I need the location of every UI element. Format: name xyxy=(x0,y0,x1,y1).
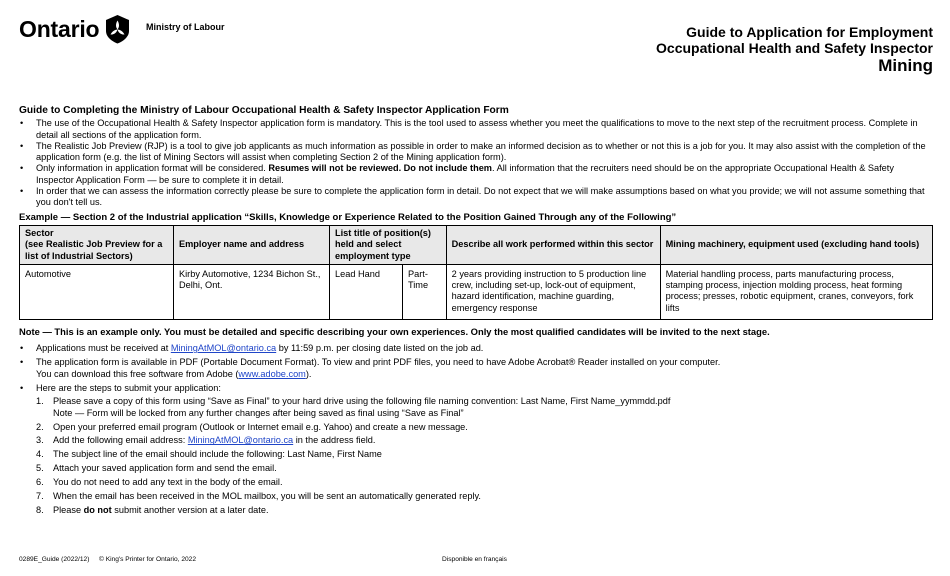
step-2: 2. Open your preferred email program (Outlook or Internet email e.g. Yahoo) and create a new message. xyxy=(36,421,468,432)
step-6: 6. You do not need to add any text in the body of the email. xyxy=(36,477,283,488)
submission-bullets xyxy=(19,343,933,516)
cell-position-title: Lead Hand xyxy=(330,264,403,319)
steps-list xyxy=(36,396,933,516)
bullet-steps: • Here are the steps to submit your application: 1. Please save a copy of this form using “Save as Final” to your hard drive using the following file naming convention: Last Name, First Name_yymmdd.pdf Note — Form will be locked from any further changes after being saved as final using “Save as Final” 2. Open your preferred email program (Outlook or Internet email e.g. Yahoo) and create a new message. 3. Add the following email address: MiningAtMOL@ontario.ca in the address field. 4. The subject line of the email should include the following: Last Name, First Name 5. Attach your saved application form and send the email. 6. You do not need to add any text in the body of the email. 7. When the email has been received in the MOL mailbox, you will be sent an automatically generated reply. 8. Please do not submit another version at a later date. xyxy=(19,383,933,516)
step-1: 1. Please save a copy of this form using “Save as Final” to your hard drive using the following file naming convention: Last Name, First Name_yymmdd.pdf Note — Form will be locked from any further changes after being saved as final using “Save as Final” xyxy=(36,396,671,418)
header-work: Describe all work performed within this sector xyxy=(446,225,660,264)
cell-employer: Kirby Automotive, 1234 Bichon St., Delhi, Ont. xyxy=(174,264,330,319)
french-available: Disponible en français xyxy=(442,556,507,563)
cell-work: 2 years providing instruction to 5 production line crew, including set-up, lock-out of equipment, hazard identification, machine guarding, emergency response xyxy=(446,264,660,319)
cell-machinery: Material handling process, parts manufacturing process, stamping process, injection molding process, heat forming process; presses, robotic equipment, cranes, conveyors, fork lifts xyxy=(660,264,932,319)
email-link[interactable]: MiningAtMOL@ontario.ca xyxy=(170,343,277,354)
title-line-2: Occupational Health and Safety Inspector xyxy=(656,40,933,56)
step-3: 3. Add the following email address: MiningAtMOL@ontario.ca in the address field. xyxy=(36,435,376,446)
header-sector: Sector (see Realistic Job Preview for a list of Industrial Sectors) xyxy=(20,225,174,264)
trillium-icon xyxy=(104,14,131,44)
step-5: 5. Attach your saved application form and send the email. xyxy=(36,463,277,474)
page-header xyxy=(0,0,950,96)
guide-bullets xyxy=(19,118,933,208)
example-table xyxy=(19,225,933,320)
document-title xyxy=(656,24,933,76)
step-7: 7. When the email has been received in the MOL mailbox, you will be sent an automatically generated reply. xyxy=(36,490,481,501)
do-not-include-warning: Do not include them xyxy=(403,163,492,174)
bullet-pdf: • The application form is available in PDF (Portable Document Format). To view and print PDF files, you need to have Adobe Acrobat® Reader installed on your computer. You can download this free software from Adobe (www.adobe.com). xyxy=(19,357,933,380)
header-employer: Employer name and address xyxy=(174,225,330,264)
ministry-name: Ministry of Labour xyxy=(146,22,225,32)
ontario-logo xyxy=(19,14,131,44)
header-position: List title of position(s) held and select employment type xyxy=(330,225,447,264)
cell-sector: Automotive xyxy=(20,264,174,319)
guide-bullet-format: • Only information in application format will be considered. Resumes will not be reviewed. Do not include them. All information that the recruiters need should be on the appropriate Occupational Health & Safety Inspector Application Form — be sure to complete it in detail. xyxy=(19,163,933,186)
guide-bullet-mandatory: • The use of the Occupational Health & Safety Inspector application form is mandatory. This is the tool used to assess whether you meet the qualifications to move to the next step of the recruitment process. Complete in detail all sections of the application form. xyxy=(19,118,933,141)
main-content xyxy=(19,105,933,519)
header-machinery: Mining machinery, equipment used (excluding hand tools) xyxy=(660,225,932,264)
resumes-warning: Resumes will not be reviewed xyxy=(268,163,399,174)
logo-wordmark: Ontario xyxy=(19,15,100,42)
table-header-row xyxy=(20,225,933,264)
example-note: Note — This is an example only. You must be detailed and specific describing your own experiences. Only the most qualified candidates will be invited to the next stage. xyxy=(19,325,770,337)
table-row xyxy=(20,264,933,319)
adobe-link[interactable]: www.adobe.com xyxy=(238,368,306,379)
form-code: 0289E_Guide (2022/12) xyxy=(19,556,90,563)
example-title: Example — Section 2 of the Industrial application “Skills, Knowledge or Experience Related to the Position Gained Through any of the Following” xyxy=(19,211,677,223)
copyright: © King's Printer for Ontario, 2022 xyxy=(99,556,197,563)
guide-heading: Guide to Completing the Ministry of Labour Occupational Health & Safety Inspector Application Form xyxy=(19,105,509,116)
step-4: 4. The subject line of the email should include the following: Last Name, First Name xyxy=(36,449,382,460)
cell-employment-type: Part-Time xyxy=(403,264,447,319)
guide-bullet-detail: • In order that we can assess the information correctly please be sure to complete the application form in detail. Do not expect that we will make assumptions based on what you provide; we will not assume something that you don't tell us. xyxy=(19,186,933,209)
step-8: 8. Please do not submit another version at a later date. xyxy=(36,504,269,515)
bullet-deadline: • Applications must be received at MiningAtMOL@ontario.ca by 11:59 p.m. per closing date listed on the job ad. xyxy=(19,343,933,354)
email-link-step3[interactable]: MiningAtMOL@ontario.ca xyxy=(187,435,294,446)
title-line-3: Mining xyxy=(878,56,933,75)
guide-bullet-rjp: • The Realistic Job Preview (RJP) is a tool to give job applicants as much information as possible in order to make an informed decision as to whether or not this is a job for you. It may also assist with the completion of the application form (e.g. the list of Mining Sectors will assist when completing Section 2 of the Mining application form). xyxy=(19,141,933,164)
title-line-1: Guide to Application for Employment xyxy=(686,24,933,40)
